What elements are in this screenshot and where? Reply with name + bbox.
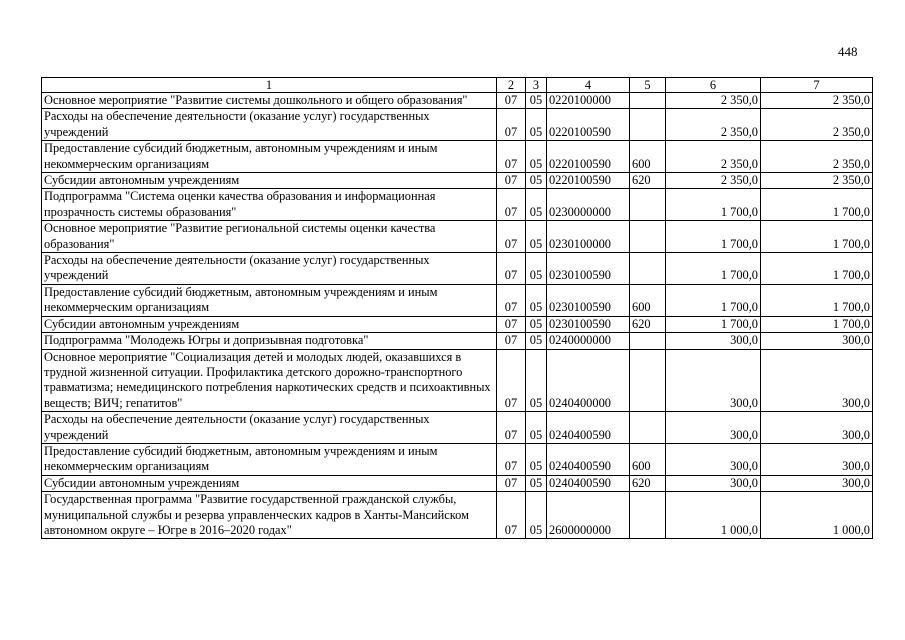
table-row: [42, 93, 873, 109]
row-name-cell: Субсидии автономным учреждениям: [42, 316, 497, 332]
section-cell: 07: [497, 284, 526, 316]
row-name-cell: Государственная программа "Развитие государственной гражданской службы, муниципальной службы и резерва управленческих кадров в Ханты-Мансийском автономном округе – Югре в 2016–2020 годах": [42, 492, 497, 539]
subsection-cell: 05: [526, 412, 547, 444]
column-header-1: 1: [42, 78, 497, 93]
expense-type-cell: 600: [630, 443, 666, 475]
expense-type-cell: [630, 109, 666, 141]
target-article-cell: 0240400000: [547, 349, 630, 412]
section-cell: 07: [497, 173, 526, 189]
target-article-cell: 0240400590: [547, 412, 630, 444]
column-header-7: 7: [761, 78, 873, 93]
budget-table: [41, 77, 873, 539]
table-row: [42, 253, 873, 285]
table-row: [42, 141, 873, 173]
row-name-cell: Подпрограмма "Молодежь Югры и допризывная подготовка": [42, 333, 497, 349]
target-article-cell: 0230100590: [547, 253, 630, 285]
amount-cell-6: 1 700,0: [666, 189, 761, 221]
amount-cell-7: 1 700,0: [761, 316, 873, 332]
amount-cell-7: 2 350,0: [761, 109, 873, 141]
section-cell: 07: [497, 93, 526, 109]
row-name-cell: Основное мероприятие "Развитие региональной системы оценки качества образования": [42, 221, 497, 253]
amount-cell-7: 1 700,0: [761, 189, 873, 221]
section-cell: 07: [497, 221, 526, 253]
section-cell: 07: [497, 141, 526, 173]
row-name-cell: Основное мероприятие "Развитие системы дошкольного и общего образования": [42, 93, 497, 109]
table-row: [42, 475, 873, 491]
amount-cell-7: 2 350,0: [761, 93, 873, 109]
amount-cell-7: 1 700,0: [761, 253, 873, 285]
amount-cell-6: 1 700,0: [666, 284, 761, 316]
target-article-cell: 0230000000: [547, 189, 630, 221]
expense-type-cell: [630, 221, 666, 253]
table-row: [42, 349, 873, 412]
expense-type-cell: 620: [630, 173, 666, 189]
column-header-3: 3: [526, 78, 547, 93]
row-name-cell: Субсидии автономным учреждениям: [42, 475, 497, 491]
row-name-cell: Предоставление субсидий бюджетным, автономным учреждениям и иным некоммерческим организациям: [42, 284, 497, 316]
target-article-cell: 2600000000: [547, 492, 630, 539]
amount-cell-6: 2 350,0: [666, 93, 761, 109]
expense-type-cell: [630, 412, 666, 444]
subsection-cell: 05: [526, 173, 547, 189]
subsection-cell: 05: [526, 316, 547, 332]
amount-cell-7: 300,0: [761, 475, 873, 491]
page-number: 448: [838, 44, 858, 59]
row-name-cell: Расходы на обеспечение деятельности (оказание услуг) государственных учреждений: [42, 109, 497, 141]
subsection-cell: 05: [526, 141, 547, 173]
row-name-cell: Подпрограмма "Система оценки качества образования и информационная прозрачность системы образования": [42, 189, 497, 221]
target-article-cell: 0220100590: [547, 173, 630, 189]
section-cell: 07: [497, 443, 526, 475]
amount-cell-6: 300,0: [666, 333, 761, 349]
expense-type-cell: 620: [630, 475, 666, 491]
expense-type-cell: 600: [630, 141, 666, 173]
expense-type-cell: [630, 492, 666, 539]
amount-cell-7: 2 350,0: [761, 173, 873, 189]
section-cell: 07: [497, 349, 526, 412]
amount-cell-6: 2 350,0: [666, 141, 761, 173]
row-name-cell: Основное мероприятие "Социализация детей и молодых людей, оказавшихся в трудной жизненной ситуации. Профилактика детского дорожно-транспортного травматизма; немедицинского потребления наркотических средств и психоактивных веществ; ВИЧ; гепатитов": [42, 349, 497, 412]
target-article-cell: 0220100000: [547, 93, 630, 109]
amount-cell-6: 1 700,0: [666, 316, 761, 332]
column-header-4: 4: [547, 78, 630, 93]
table-row: [42, 412, 873, 444]
target-article-cell: 0240000000: [547, 333, 630, 349]
section-cell: 07: [497, 492, 526, 539]
section-cell: 07: [497, 333, 526, 349]
subsection-cell: 05: [526, 93, 547, 109]
amount-cell-7: 1 000,0: [761, 492, 873, 539]
amount-cell-7: 300,0: [761, 443, 873, 475]
table-row: [42, 284, 873, 316]
expense-type-cell: [630, 253, 666, 285]
target-article-cell: 0230100590: [547, 284, 630, 316]
subsection-cell: 05: [526, 492, 547, 539]
target-article-cell: 0240400590: [547, 443, 630, 475]
subsection-cell: 05: [526, 443, 547, 475]
section-cell: 07: [497, 109, 526, 141]
expense-type-cell: [630, 333, 666, 349]
expense-type-cell: [630, 349, 666, 412]
column-header-5: 5: [630, 78, 666, 93]
subsection-cell: 05: [526, 109, 547, 141]
expense-type-cell: 620: [630, 316, 666, 332]
amount-cell-7: 1 700,0: [761, 221, 873, 253]
section-cell: 07: [497, 412, 526, 444]
amount-cell-6: 2 350,0: [666, 109, 761, 141]
column-header-2: 2: [497, 78, 526, 93]
table-row: [42, 443, 873, 475]
row-name-cell: Предоставление субсидий бюджетным, автономным учреждениям и иным некоммерческим организациям: [42, 141, 497, 173]
column-header-6: 6: [666, 78, 761, 93]
table-row: [42, 221, 873, 253]
table-row: [42, 109, 873, 141]
expense-type-cell: [630, 93, 666, 109]
row-name-cell: Предоставление субсидий бюджетным, автономным учреждениям и иным некоммерческим организациям: [42, 443, 497, 475]
section-cell: 07: [497, 253, 526, 285]
amount-cell-7: 2 350,0: [761, 141, 873, 173]
table-row: [42, 173, 873, 189]
amount-cell-6: 1 700,0: [666, 253, 761, 285]
amount-cell-7: 300,0: [761, 333, 873, 349]
amount-cell-6: 300,0: [666, 412, 761, 444]
target-article-cell: 0230100000: [547, 221, 630, 253]
subsection-cell: 05: [526, 475, 547, 491]
row-name-cell: Расходы на обеспечение деятельности (оказание услуг) государственных учреждений: [42, 253, 497, 285]
row-name-cell: Расходы на обеспечение деятельности (оказание услуг) государственных учреждений: [42, 412, 497, 444]
amount-cell-6: 300,0: [666, 349, 761, 412]
target-article-cell: 0220100590: [547, 109, 630, 141]
section-cell: 07: [497, 475, 526, 491]
subsection-cell: 05: [526, 253, 547, 285]
table-row: [42, 316, 873, 332]
expense-type-cell: [630, 189, 666, 221]
table-header-row: [42, 78, 873, 93]
amount-cell-6: 300,0: [666, 443, 761, 475]
expense-type-cell: 600: [630, 284, 666, 316]
target-article-cell: 0230100590: [547, 316, 630, 332]
subsection-cell: 05: [526, 189, 547, 221]
table-row: [42, 333, 873, 349]
table-row: [42, 492, 873, 539]
section-cell: 07: [497, 189, 526, 221]
amount-cell-6: 1 700,0: [666, 221, 761, 253]
amount-cell-6: 300,0: [666, 475, 761, 491]
subsection-cell: 05: [526, 333, 547, 349]
subsection-cell: 05: [526, 221, 547, 253]
subsection-cell: 05: [526, 284, 547, 316]
target-article-cell: 0220100590: [547, 141, 630, 173]
section-cell: 07: [497, 316, 526, 332]
subsection-cell: 05: [526, 349, 547, 412]
table-row: [42, 189, 873, 221]
amount-cell-6: 2 350,0: [666, 173, 761, 189]
amount-cell-6: 1 000,0: [666, 492, 761, 539]
amount-cell-7: 300,0: [761, 412, 873, 444]
row-name-cell: Субсидии автономным учреждениям: [42, 173, 497, 189]
amount-cell-7: 1 700,0: [761, 284, 873, 316]
amount-cell-7: 300,0: [761, 349, 873, 412]
target-article-cell: 0240400590: [547, 475, 630, 491]
